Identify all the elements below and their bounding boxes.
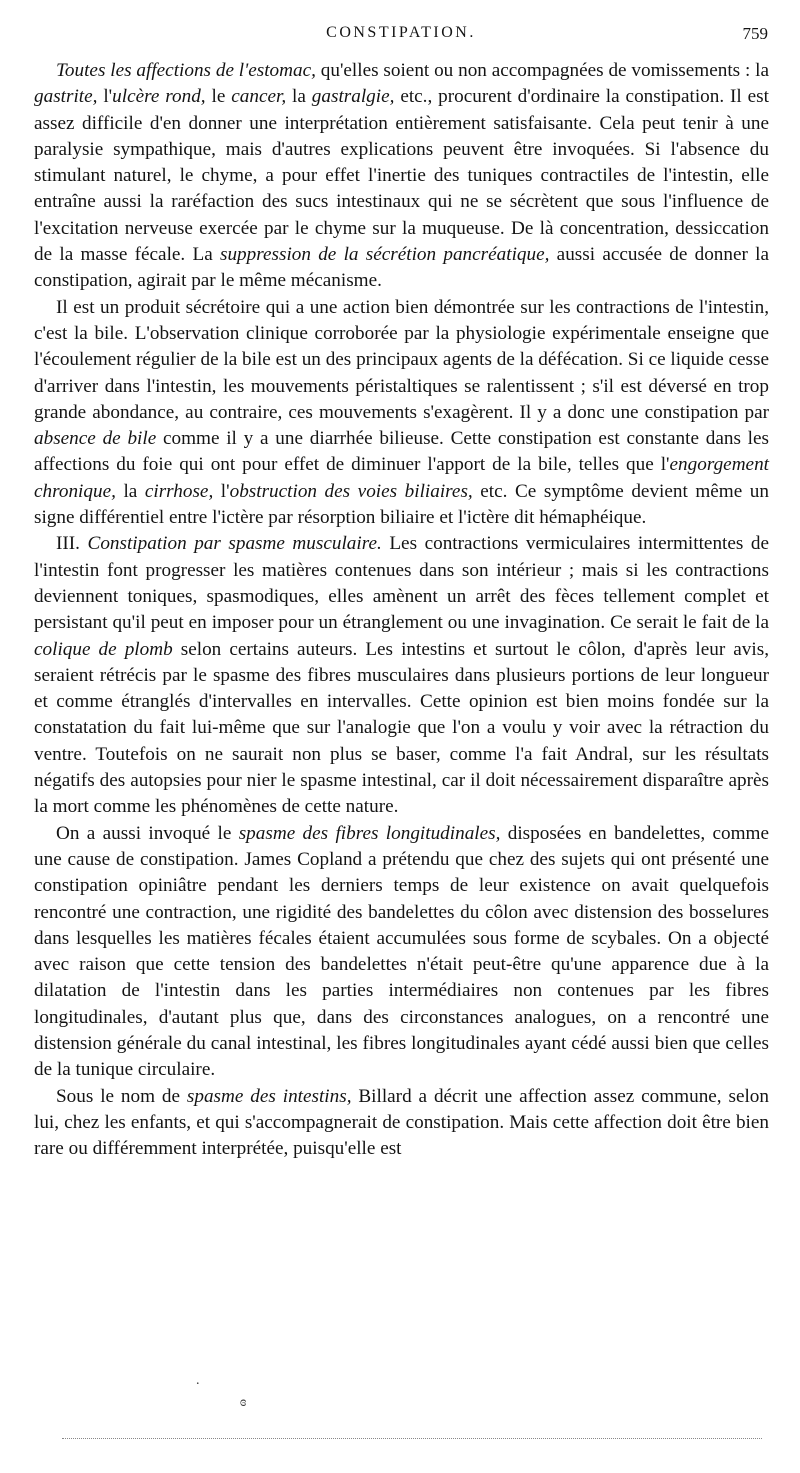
- text-run: selon certains auteurs. Les intestins et surtout le côlon, d'après leur avis, seraient rétrécis par le spasme des fibres musculaires dans plusieurs portions de leur longueur et comme étranglés d'intervalles en intervalles. Cette opinion est bien moins fondée sur la constatation du fait lui-même que sur l'analogie que l'on a voulu y voir avec la rétraction du ventre. Toutefois on ne saurait non plus se baser, comme l'a fait Andral, sur les résultats négatifs des autopsies pour nier le spasme intestinal, car il doit nécessairement disparaître après la mort comme les phénomènes de cette nature.: [34, 638, 769, 818]
- running-header: [34, 24, 768, 48]
- text-run: etc. Ce symptôme devient même un signe différentiel entre l'ictère par résorption biliaire et l'ictère dit hémaphéique.: [34, 480, 769, 529]
- paragraph: [34, 295, 769, 532]
- text-run: le: [205, 86, 232, 108]
- italic-term: engorgement chronique,: [34, 454, 769, 502]
- running-title: CONSTIPATION.: [326, 24, 476, 41]
- italic-term: gastralgie,: [311, 86, 395, 108]
- italic-term: Constipation par spasme musculaire.: [87, 533, 382, 555]
- paragraph: [34, 821, 769, 1084]
- italic-term: ulcère rond,: [112, 86, 206, 108]
- text-run: On a aussi invoqué le: [56, 822, 239, 844]
- paragraph: [34, 1084, 769, 1163]
- text-run: aussi accusée de donner la constipation, agirait par le même mécanisme.: [34, 244, 769, 292]
- italic-term: suppression de la sécrétion pancréatique,: [219, 244, 550, 266]
- italic-term: absence de bile: [34, 428, 157, 450]
- paragraph: [34, 531, 769, 820]
- text-run: Les contractions vermiculaires intermittentes de l'intestin font progresser les matières contenues dans son intérieur ; mais si les contractions deviennent toniques, spasmodiques, elles amènent un arrêt des fèces tellement complet et persistant qu'il peut en imposer pour un étranglement ou une invagination. Ce serait le fait de la: [34, 533, 770, 634]
- text-run: qu'elles soient ou non accompagnées de vomissements : la: [315, 60, 769, 81]
- footer-ornament: ɞ: [240, 1395, 247, 1410]
- text-run: l': [97, 86, 113, 108]
- paragraph: [34, 58, 769, 295]
- text-run: Il est un produit sécrétoire qui a une action bien démontrée sur les contractions de l'intestin, c'est la bile. L'observation clinique corroborée par la physiologie expérimentale enseigne que l'écoulement régulier de la bile est un des principaux agents de la défécation. Si ce liquide cesse d'arriver dans l'intestin, les mouvements péristaltiques se ralentissent ; s'il est déversé en trop grande abondance, au contraire, ces mouvements s'exagèrent. Il y a donc une constipation par: [34, 296, 769, 423]
- italic-term: cirrhose,: [144, 480, 214, 502]
- italic-term: spasme des intestins,: [186, 1085, 352, 1107]
- text-run: etc., procurent d'ordinaire la constipation. Il est assez difficile d'en donner une interprétation entièrement satisfaisante. Cela peut tenir à une paralysie sympathique, mais d'autres explications peuvent être invoquées. Si l'absence du stimulant naturel, le chyme, a pour effet l'inertie des tuniques contractiles de l'intestin, elle entraîne aussi la raréfaction des sucs intestinaux qui ne se sécrètent que sous l'influence de l'excitation nerveuse exercée par le chyme sur la muqueuse. De là concentration, dessiccation de la masse fécale. La: [34, 86, 769, 266]
- italic-term: Toutes les affections de l'estomac,: [56, 60, 316, 81]
- text-run: l': [213, 480, 230, 502]
- text-run: la: [286, 86, 312, 108]
- text-run: disposées en bandelettes, comme une cause de constipation. James Copland a prétendu que chez des sujets qui ont présenté une constipation opiniâtre pendant les derniers temps de leur existence on avait quelquefois rencontré une contraction, une rigidité des bandelettes du côlon avec distension des bosselures dans lesquelles les matières fécales étaient accumulées sous forme de scybales. On a objecté avec raison que cette tension des bandelettes n'était peut-être qu'une apparence due à la dilatation de l'intestin dans les parties intermédiaires non contenues par les fibres longitudinales, d'autant plus que, dans des circonstances analogues, on a rencontré une distension générale du canal intestinal, les fibres longitudinales ayant cédé aussi bien que celles de la tunique circulaire.: [34, 822, 770, 1081]
- italic-term: cancer,: [231, 86, 287, 108]
- italic-term: colique de plomb: [34, 638, 173, 660]
- text-run: Billard a décrit une affection assez commune, selon lui, chez les enfants, et qui s'accompagnerait de constipation. Mais cette affection doit être bien rare ou différemment interprétée, puisqu'elle est: [34, 1085, 769, 1160]
- italic-term: obstruction des voies biliaires,: [229, 480, 473, 502]
- bottom-rule: [62, 1438, 762, 1439]
- text-run: III.: [56, 533, 88, 555]
- footer-speck: .: [196, 1373, 200, 1388]
- text-run: la: [115, 480, 145, 502]
- italic-term: spasme des fibres longitudinales,: [238, 822, 501, 844]
- body-text: [34, 58, 769, 1162]
- italic-term: gastrite,: [34, 86, 98, 108]
- page-number: 759: [742, 24, 768, 43]
- text-run: comme il y a une diarrhée bilieuse. Cette constipation est constante dans les affections du foie qui ont pour effet de diminuer l'apport de la bile, telles que l': [34, 428, 769, 476]
- text-run: Sous le nom de: [56, 1085, 187, 1107]
